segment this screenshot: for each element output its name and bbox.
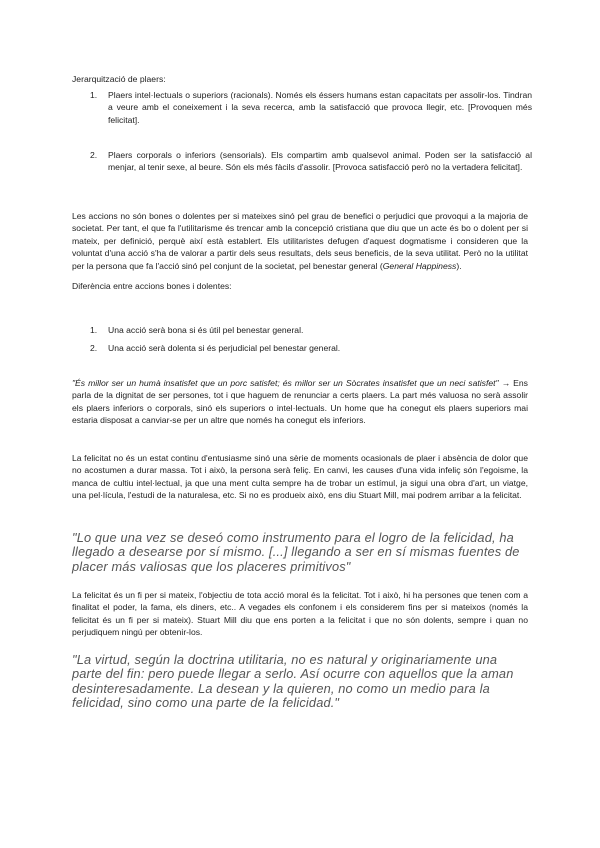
list-item [72,324,532,336]
list-item [72,342,532,354]
section-heading-hierarchy: Jerarquització de plaers: [72,74,166,84]
list-number: 1. [90,90,98,100]
list-item-text: Plaers intel·lectuals o superiors (racionals). Només els éssers humans estan capacitats per assolir-los. Tindran a veure amb el coneixement i la seva recerca, amb la satisfacció que provoca llegir, etc. [Provoquen més felicitat]. [108,90,532,125]
paragraph-actions [72,210,528,272]
list-item-text: Plaers corporals o inferiors (sensorials). Els compartim amb qualsevol animal. Poden ser la satisfacció al menjar, al tenir sexe, al beure. Són els més fàcils d'assolir. [Provoca satisfacció però no la vertadera felicitat]. [108,150,532,173]
pleasure-hierarchy-list [72,89,532,126]
list-number: 1. [90,325,98,335]
spanish-quote-instrument: "Lo que una vez se deseó como instrumento para el logro de la felicidad, ha llegado a desearse por sí mismo. [...] llegando a ser en sí mismas fuentes de placer más valiosas que los placeres primitivos" [72,530,520,574]
mill-quote-italic: "És millor ser un humà insatisfet que un porc satisfet; és millor ser un Sòcrates insatisfet que un neci satisfet" [72,378,499,388]
list-item [72,89,532,126]
pleasure-hierarchy-list-2 [72,149,532,174]
actions-list [72,324,532,355]
paragraph-text: → Ens parla de la dignitat de ser persones, tot i que haguem de renunciar a certs plaers. La part més valuosa no serà assolir els plaers inferiors o corporals, sinó els superiors o intel·lectuals. Un home que ha conegut els plaers superiors mai estaria disposat a canviar-se per un altre que només ha conegut els inferiors. [72,378,528,426]
section-heading-difference: Diferència entre accions bones i dolentes: [72,281,232,291]
paragraph-end: ). [456,260,462,271]
paragraph-socrates [72,377,528,427]
list-number: 2. [90,150,98,160]
general-happiness-term: General Happiness [382,260,457,271]
paragraph-text: Les accions no són bones o dolentes per si mateixes sinó pel grau de benefici o perjudici que provoqui a la majoria de societat. Per tant, el que fa l'utilitarisme és trencar amb la concepció cristiana que diu que un acte és bo o dolent per si mateix, per definició, perquè així està establert. Els utilitaristes defugen d'aquest dogmatisme i consideren que la voluntat d'una acció s'ha de valorar a partir dels seus resultats, dels seus beneficis, de la seva utilitat. Però no la utilitat per la persona que fa l'acció sinó pel conjunt de la societat, pel benestar general ( [72,211,528,271]
spanish-quote-virtue: "La virtud, según la doctrina utilitaria, no es natural y originariamente una parte del fin: pero puede llegar a serlo. Así ocurre con aquellos que la aman desinteresadamente. La desean y la quieren, no como un medio para la felicidad, sino como una parte de la felicidad." [72,652,514,711]
paragraph-happiness: La felicitat no és un estat continu d'entusiasme sinó una sèrie de moments ocasionals de plaer i absència de dolor que no acostumen a durar massa. Tot i això, la persona serà feliç. En canvi, les causes d'una vida infeliç són l'egoisme, la manca de cultiu intel·lectual, ja que una ment culta sempre ha de trobar un estímul, ja sigui una obra d'art, un viatge, una pel·lícula, l'estudi de la naturalesa, etc. Si no es produeix això, ens diu Stuart Mill, mai podrem arribar a la felicitat. [72,453,528,501]
list-item [72,149,532,174]
list-number: 2. [90,343,98,354]
paragraph-ends: La felicitat és un fi per si mateix, l'objectiu de tota acció moral és la felicitat. Tot i això, hi ha persones que tenen com a finalitat el poder, la fama, els diners, etc.. A vegades els confonem i els considerem fins per si mateixos (només la felicitat és un fi per si mateix). Stuart Mill diu que ens porten a la felicitat i que no són dolents, sempre i quan no perjudiquem ningú per obtenir-los. [72,590,528,638]
list-item-text: Una acció serà dolenta si és perjudicial pel benestar general. [108,343,341,354]
list-item-text: Una acció serà bona si és útil pel benestar general. [108,325,304,335]
